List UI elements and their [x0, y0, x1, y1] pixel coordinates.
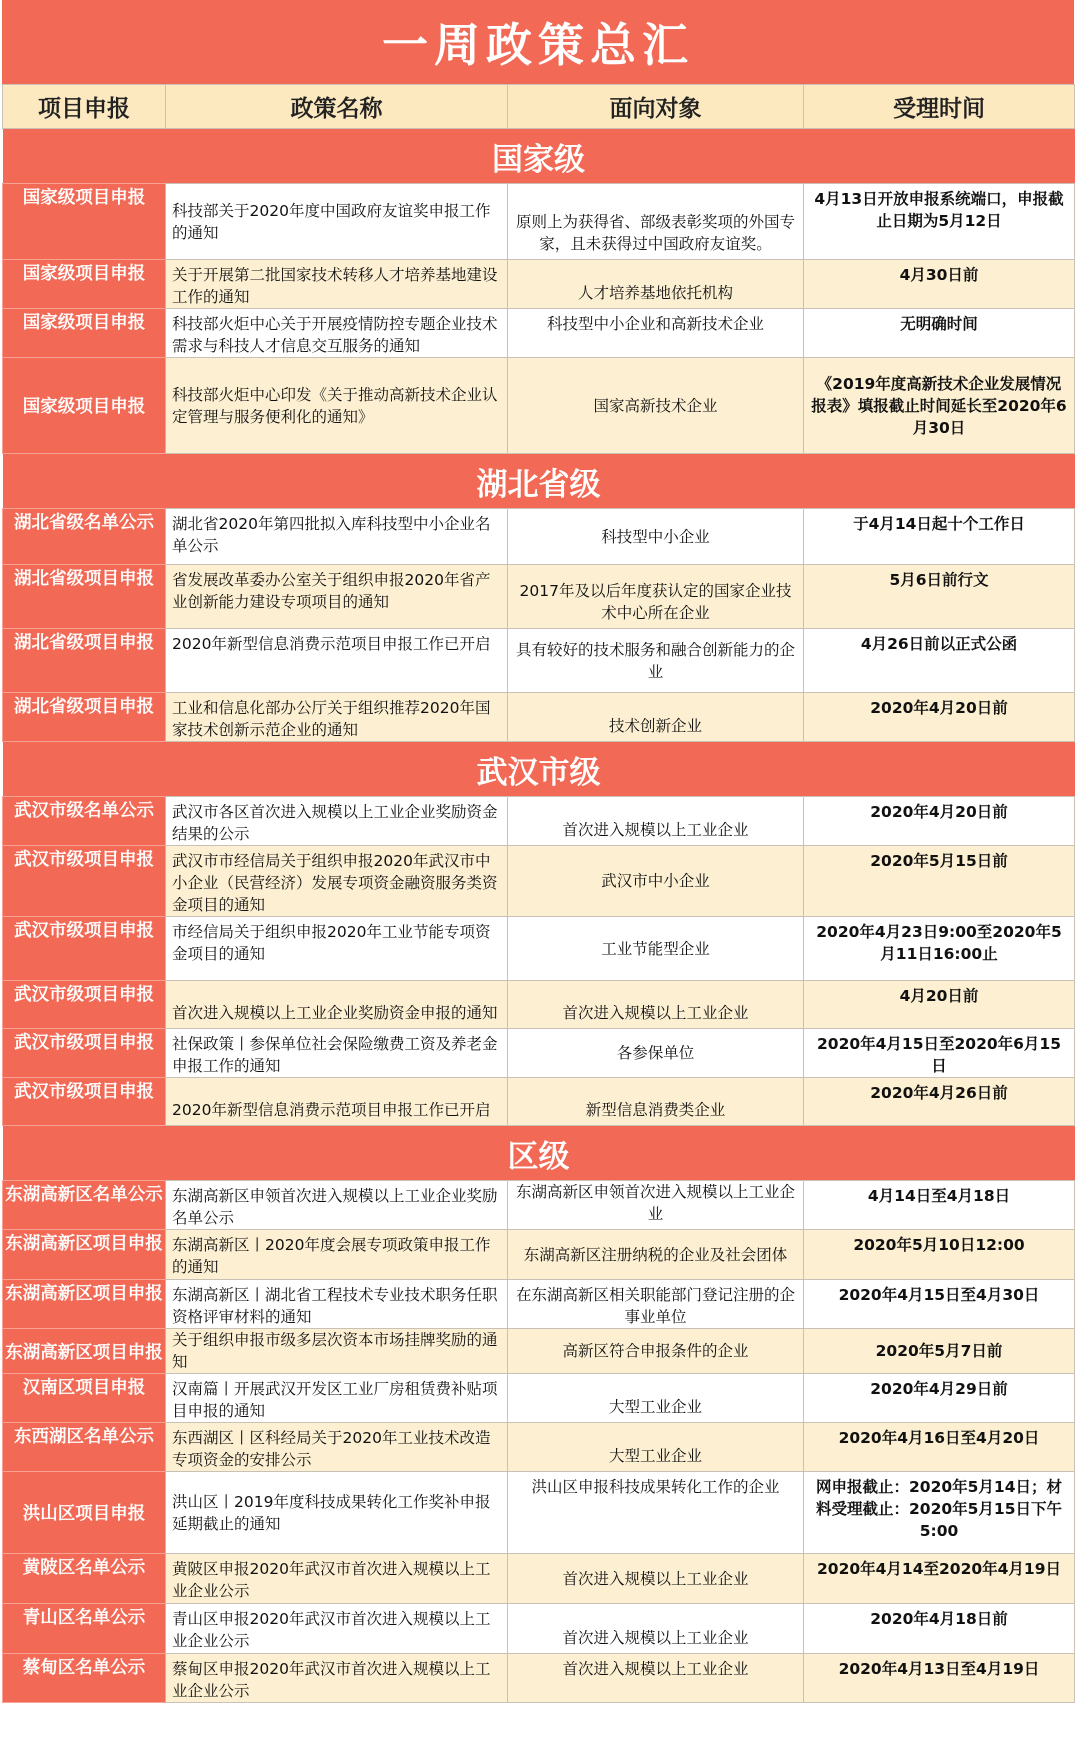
time-cell: 2020年4月29日前 [804, 1374, 1075, 1423]
audience-cell: 首次进入规模以上工业企业 [508, 1654, 804, 1703]
audience-cell: 科技型中小企业 [508, 509, 804, 565]
policy-cell: 市经信局关于组织申报2020年工业节能专项资金项目的通知 [166, 917, 508, 981]
audience-cell: 首次进入规模以上工业企业 [508, 1554, 804, 1604]
table-row [3, 1604, 1075, 1654]
time-cell: 《2019年度高新技术企业发展情况报表》填报截止时间延长至2020年6月30日 [804, 358, 1075, 454]
category-cell: 东湖高新区项目申报 [3, 1329, 166, 1374]
policy-cell: 科技部关于2020年度中国政府友谊奖申报工作的通知 [166, 184, 508, 260]
table-row [3, 1181, 1075, 1230]
category-cell: 武汉市级项目申报 [3, 1029, 166, 1078]
section-title: 区级 [3, 1126, 1075, 1181]
policy-cell: 蔡甸区申报2020年武汉市首次进入规模以上工业企业公示 [166, 1654, 508, 1703]
time-cell: 4月30日前 [804, 260, 1075, 309]
time-cell: 网申报截止：2020年5月14日；材料受理截止：2020年5月15日下午5:00 [804, 1472, 1075, 1554]
section-row [3, 454, 1075, 509]
policy-table [2, 84, 1075, 1703]
table-row [3, 1078, 1075, 1126]
policy-cell: 2020年新型信息消费示范项目申报工作已开启 [166, 629, 508, 693]
policy-cell: 东湖高新区申领首次进入规模以上工业企业奖励名单公示 [166, 1181, 508, 1230]
table-row [3, 1280, 1075, 1329]
audience-cell: 原则上为获得省、部级表彰奖项的外国专家，且未获得过中国政府友谊奖。 [508, 184, 804, 260]
table-row [3, 309, 1075, 358]
category-cell: 湖北省级项目申报 [3, 565, 166, 629]
section-row [3, 129, 1075, 184]
policy-cell: 洪山区丨2019年度科技成果转化工作奖补申报延期截止的通知 [166, 1472, 508, 1554]
category-cell: 黄陂区名单公示 [3, 1554, 166, 1604]
category-cell: 武汉市级名单公示 [3, 797, 166, 846]
table-row [3, 260, 1075, 309]
header-time: 受理时间 [804, 85, 1075, 129]
table-row [3, 184, 1075, 260]
time-cell: 4月13日开放申报系统端口，申报截止日期为5月12日 [804, 184, 1075, 260]
time-cell: 2020年4月15日至2020年6月15日 [804, 1029, 1075, 1078]
time-cell: 2020年4月15日至4月30日 [804, 1280, 1075, 1329]
policy-cell: 2020年新型信息消费示范项目申报工作已开启 [166, 1078, 508, 1126]
time-cell: 2020年4月14至2020年4月19日 [804, 1554, 1075, 1604]
policy-cell: 青山区申报2020年武汉市首次进入规模以上工业企业公示 [166, 1604, 508, 1654]
section-row [3, 1126, 1075, 1181]
table-row [3, 358, 1075, 454]
audience-cell: 国家高新技术企业 [508, 358, 804, 454]
category-cell: 湖北省级名单公示 [3, 509, 166, 565]
header-policy: 政策名称 [166, 85, 508, 129]
category-cell: 国家级项目申报 [3, 184, 166, 260]
table-row [3, 1554, 1075, 1604]
category-cell: 武汉市级项目申报 [3, 846, 166, 917]
table-row [3, 1472, 1075, 1554]
table-row [3, 1654, 1075, 1703]
audience-cell: 各参保单位 [508, 1029, 804, 1078]
policy-cell: 武汉市各区首次进入规模以上工业企业奖励资金结果的公示 [166, 797, 508, 846]
audience-cell: 大型工业企业 [508, 1374, 804, 1423]
audience-cell: 洪山区申报科技成果转化工作的企业 [508, 1472, 804, 1554]
category-cell: 武汉市级项目申报 [3, 917, 166, 981]
policy-cell: 黄陂区申报2020年武汉市首次进入规模以上工业企业公示 [166, 1554, 508, 1604]
category-cell: 蔡甸区名单公示 [3, 1654, 166, 1703]
table-row [3, 1230, 1075, 1280]
category-cell: 洪山区项目申报 [3, 1472, 166, 1554]
section-row [3, 742, 1075, 797]
table-row [3, 509, 1075, 565]
time-cell: 4月20日前 [804, 981, 1075, 1029]
table-row [3, 1329, 1075, 1374]
policy-cell: 武汉市市经信局关于组织申报2020年武汉市中小企业（民营经济）发展专项资金融资服务类资金项目的通知 [166, 846, 508, 917]
policy-cell: 汉南篇丨开展武汉开发区工业厂房租赁费补贴项目申报的通知 [166, 1374, 508, 1423]
policy-cell: 东西湖区丨区科经局关于2020年工业技术改造专项资金的安排公示 [166, 1423, 508, 1472]
table-row [3, 693, 1075, 742]
time-cell: 4月26日前以正式公函 [804, 629, 1075, 693]
policy-table-body [3, 129, 1075, 1703]
policy-cell: 科技部火炬中心印发《关于推动高新技术企业认定管理与服务便利化的通知》 [166, 358, 508, 454]
policy-cell: 东湖高新区丨2020年度会展专项政策申报工作的通知 [166, 1230, 508, 1280]
policy-cell: 关于组织申报市级多层次资本市场挂牌奖励的通知 [166, 1329, 508, 1374]
time-cell: 2020年4月13日至4月19日 [804, 1654, 1075, 1703]
time-cell: 2020年5月7日前 [804, 1329, 1075, 1374]
category-cell: 国家级项目申报 [3, 260, 166, 309]
table-row [3, 981, 1075, 1029]
table-row [3, 846, 1075, 917]
audience-cell: 首次进入规模以上工业企业 [508, 981, 804, 1029]
audience-cell: 科技型中小企业和高新技术企业 [508, 309, 804, 358]
section-title: 湖北省级 [3, 454, 1075, 509]
time-cell: 于4月14日起十个工作日 [804, 509, 1075, 565]
category-cell: 东西湖区名单公示 [3, 1423, 166, 1472]
audience-cell: 高新区符合申报条件的企业 [508, 1329, 804, 1374]
policy-cell: 湖北省2020年第四批拟入库科技型中小企业名单公示 [166, 509, 508, 565]
category-cell: 东湖高新区项目申报 [3, 1280, 166, 1329]
time-cell: 2020年4月20日前 [804, 693, 1075, 742]
time-cell: 2020年4月20日前 [804, 797, 1075, 846]
audience-cell: 技术创新企业 [508, 693, 804, 742]
category-cell: 武汉市级项目申报 [3, 1078, 166, 1126]
category-cell: 汉南区项目申报 [3, 1374, 166, 1423]
table-row [3, 797, 1075, 846]
audience-cell: 在东湖高新区相关职能部门登记注册的企事业单位 [508, 1280, 804, 1329]
header-audience: 面向对象 [508, 85, 804, 129]
audience-cell: 首次进入规模以上工业企业 [508, 1604, 804, 1654]
time-cell: 2020年5月10日12:00 [804, 1230, 1075, 1280]
audience-cell: 东湖高新区注册纳税的企业及社会团体 [508, 1230, 804, 1280]
policy-cell: 科技部火炬中心关于开展疫情防控专题企业技术需求与科技人才信息交互服务的通知 [166, 309, 508, 358]
category-cell: 青山区名单公示 [3, 1604, 166, 1654]
page-title: 一周政策总汇 [2, 0, 1074, 84]
header-row [3, 85, 1075, 129]
policy-cell: 社保政策丨参保单位社会保险缴费工资及养老金申报工作的通知 [166, 1029, 508, 1078]
section-title: 国家级 [3, 129, 1075, 184]
policy-cell: 工业和信息化部办公厅关于组织推荐2020年国家技术创新示范企业的通知 [166, 693, 508, 742]
category-cell: 湖北省级项目申报 [3, 629, 166, 693]
audience-cell: 首次进入规模以上工业企业 [508, 797, 804, 846]
category-cell: 东湖高新区项目申报 [3, 1230, 166, 1280]
time-cell: 无明确时间 [804, 309, 1075, 358]
table-row [3, 1423, 1075, 1472]
policy-cell: 首次进入规模以上工业企业奖励资金申报的通知 [166, 981, 508, 1029]
category-cell: 东湖高新区名单公示 [3, 1181, 166, 1230]
time-cell: 2020年4月18日前 [804, 1604, 1075, 1654]
category-cell: 武汉市级项目申报 [3, 981, 166, 1029]
audience-cell: 具有较好的技术服务和融合创新能力的企业 [508, 629, 804, 693]
table-row [3, 917, 1075, 981]
table-row [3, 1029, 1075, 1078]
audience-cell: 人才培养基地依托机构 [508, 260, 804, 309]
audience-cell: 大型工业企业 [508, 1423, 804, 1472]
category-cell: 国家级项目申报 [3, 358, 166, 454]
audience-cell: 新型信息消费类企业 [508, 1078, 804, 1126]
time-cell: 2020年4月26日前 [804, 1078, 1075, 1126]
section-title: 武汉市级 [3, 742, 1075, 797]
table-row [3, 629, 1075, 693]
time-cell: 2020年4月16日至4月20日 [804, 1423, 1075, 1472]
table-row [3, 1374, 1075, 1423]
category-cell: 湖北省级项目申报 [3, 693, 166, 742]
header-category: 项目申报 [3, 85, 166, 129]
time-cell: 5月6日前行文 [804, 565, 1075, 629]
policy-cell: 省发展改革委办公室关于组织申报2020年省产业创新能力建设专项项目的通知 [166, 565, 508, 629]
time-cell: 4月14日至4月18日 [804, 1181, 1075, 1230]
time-cell: 2020年4月23日9:00至2020年5月11日16:00止 [804, 917, 1075, 981]
table-row [3, 565, 1075, 629]
category-cell: 国家级项目申报 [3, 309, 166, 358]
policy-cell: 关于开展第二批国家技术转移人才培养基地建设工作的通知 [166, 260, 508, 309]
audience-cell: 东湖高新区申领首次进入规模以上工业企业 [508, 1181, 804, 1230]
time-cell: 2020年5月15日前 [804, 846, 1075, 917]
policy-cell: 东湖高新区丨湖北省工程技术专业技术职务任职资格评审材料的通知 [166, 1280, 508, 1329]
audience-cell: 武汉市中小企业 [508, 846, 804, 917]
audience-cell: 2017年及以后年度获认定的国家企业技术中心所在企业 [508, 565, 804, 629]
audience-cell: 工业节能型企业 [508, 917, 804, 981]
